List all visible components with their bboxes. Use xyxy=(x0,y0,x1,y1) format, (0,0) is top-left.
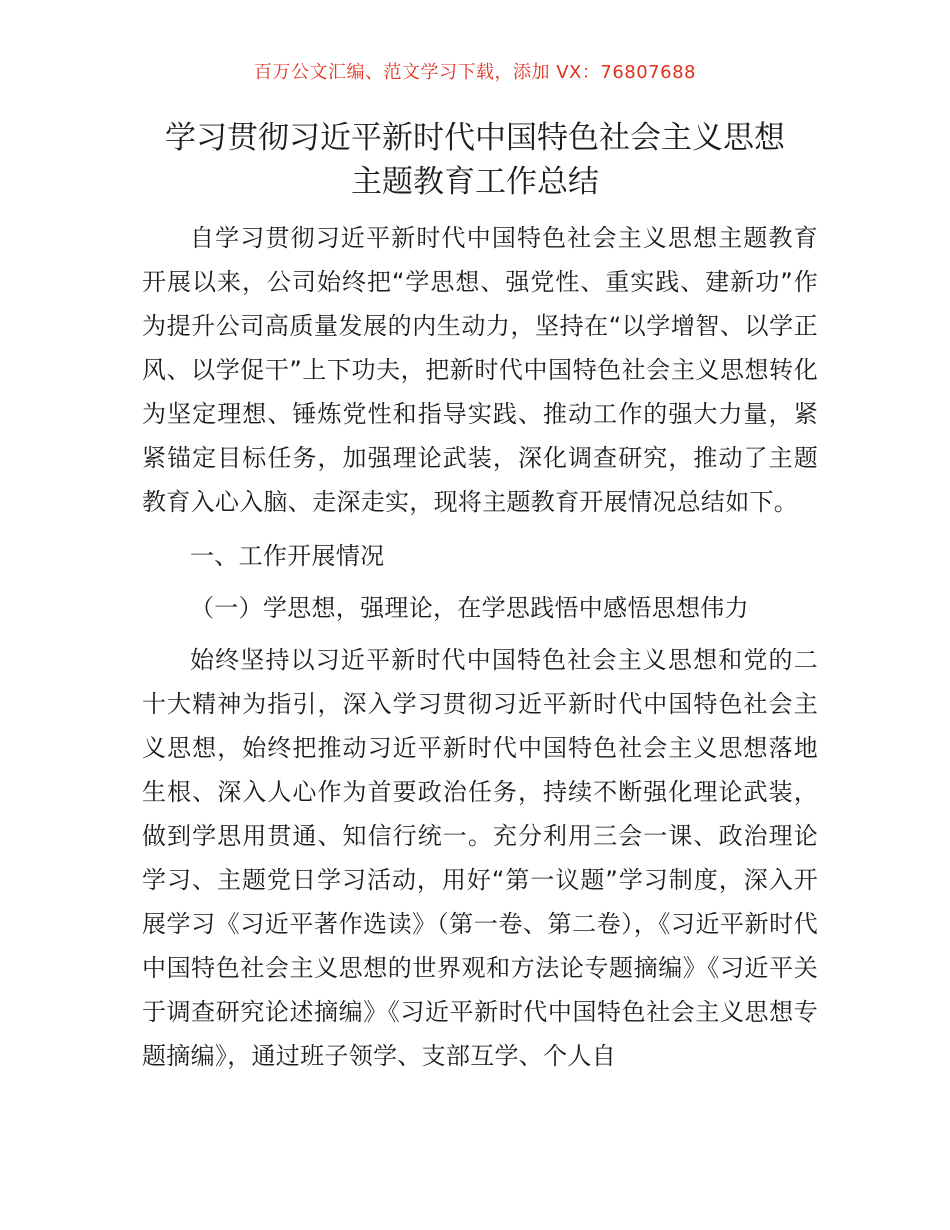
title-line-2: 主题教育工作总结 xyxy=(351,164,599,200)
document-body xyxy=(142,216,818,1078)
section-subheading: （一）学思想，强理论，在学思践悟中感悟思想伟力 xyxy=(190,594,749,622)
body-paragraph: 始终坚持以习近平新时代中国特色社会主义思想和党的二十大精神为指引，深入学习贯彻习近平新时代中国特色社会主义思想，始终把推动习近平新时代中国特色社会主义思想落地生根、深入人心作为首要政治任务，持续不断强化理论武装，做到学思用贯通、知信行统一。充分利用三会一课、政治理论学习、主题党日学习活动，用好“第一议题”学习制度，深入开展学习《习近平著作选读》（第一卷、第二卷），《习近平新时代中国特色社会主义思想的世界观和方法论专题摘编》《习近平关于调查研究论述摘编》《习近平新时代中国特色社会主义思想专题摘编》，通过班子领学、支部互学、个人自 xyxy=(142,646,818,1070)
intro-paragraph: 自学习贯彻习近平新时代中国特色社会主义思想主题教育开展以来，公司始终把“学思想、强党性、重实践、建新功”作为提升公司高质量发展的内生动力，坚持在“以学增智、以学正风、以学促干”上下功夫，把新时代中国特色社会主义思想转化为坚定理想、锤炼党性和指导实践、推动工作的强大力量，紧紧锚定目标任务，加强理论武装，深化调查研究，推动了主题教育入心入脑、走深走实，现将主题教育开展情况总结如下。 xyxy=(142,224,818,516)
title-line-1: 学习贯彻习近平新时代中国特色社会主义思想 xyxy=(165,120,785,156)
document-title xyxy=(0,116,950,204)
watermark-note: 百万公文汇编、范文学习下载，添加 VX：76807688 xyxy=(254,62,696,83)
section-heading: 一、工作开展情况 xyxy=(190,542,385,570)
